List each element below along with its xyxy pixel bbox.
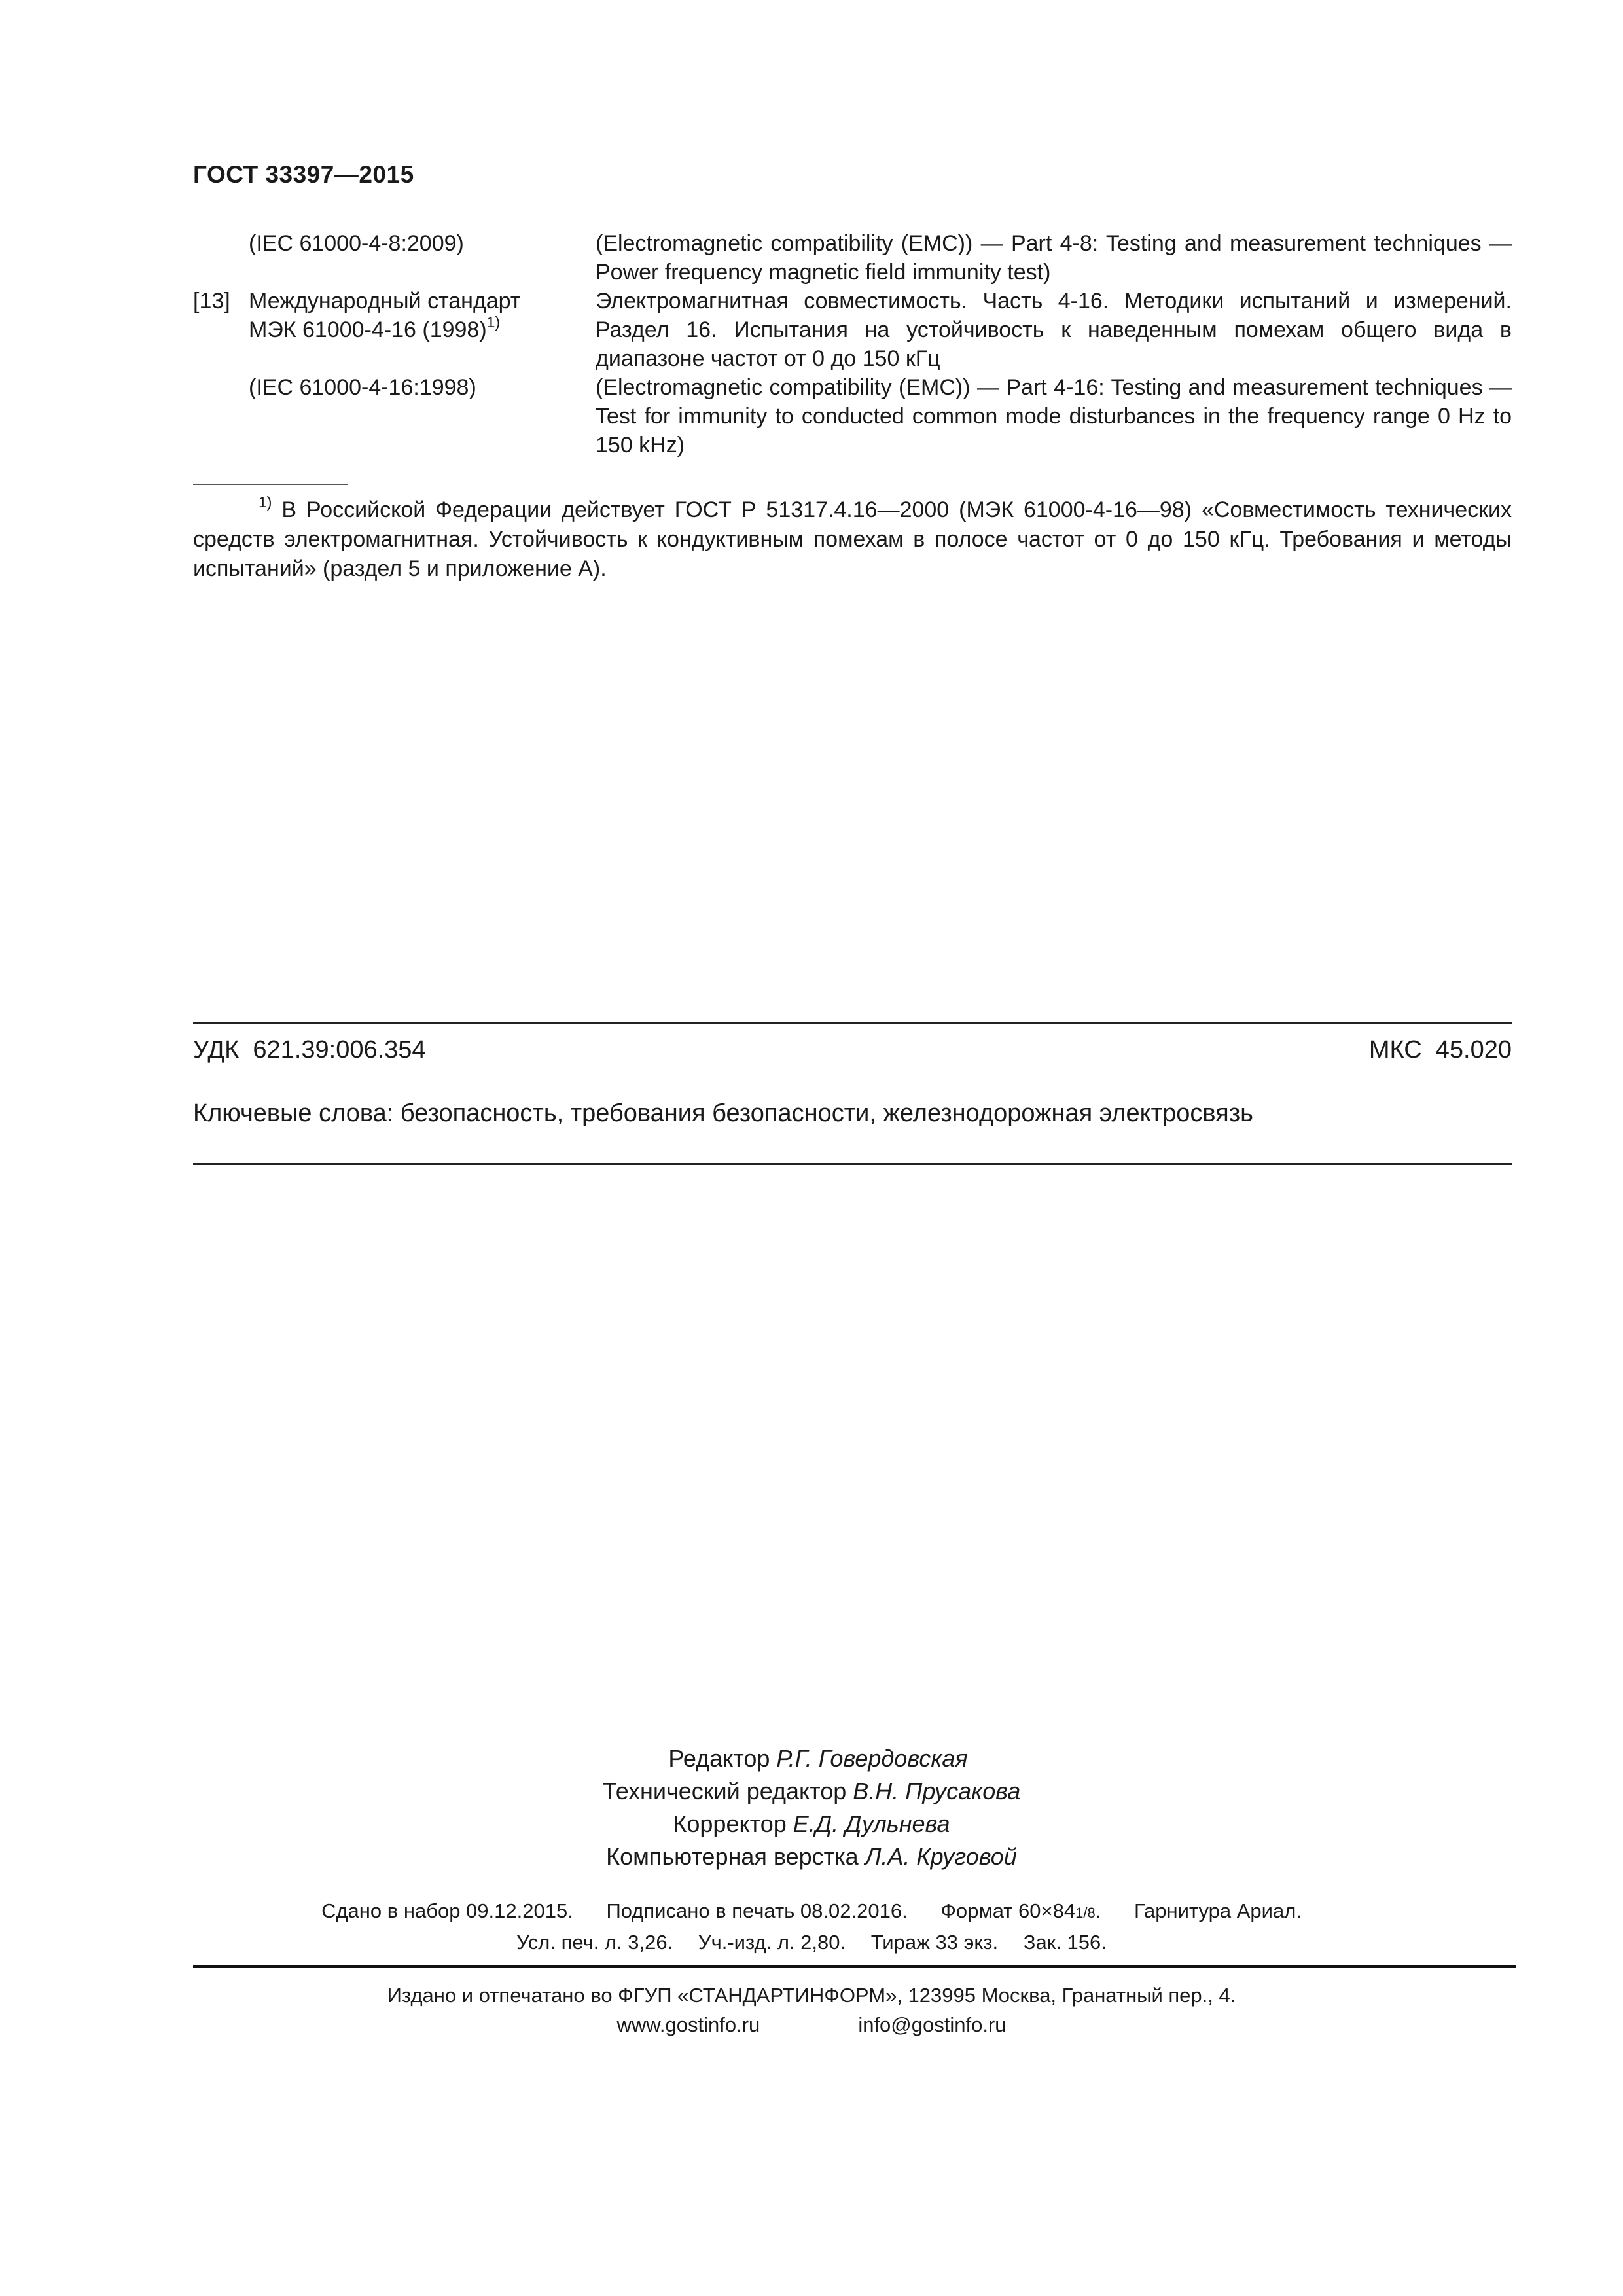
- credit-role: Редактор: [668, 1745, 777, 1772]
- bibliography-entry: [193, 373, 1512, 459]
- entry-title: (Electromagnetic compatibility (EMC)) — Part 4-8: Testing and measurement techniques — Power frequency magnetic field immunity test): [596, 231, 1512, 285]
- credit-role: Корректор: [673, 1810, 793, 1837]
- credit-line: [0, 1742, 1623, 1775]
- entry-number: [193, 229, 249, 287]
- website-link[interactable]: www.gostinfo.ru: [616, 2013, 760, 2036]
- credit-name: Р.Г. Говердовская: [776, 1745, 968, 1772]
- entry-number: [193, 373, 249, 459]
- bibliography-entry: [193, 229, 1512, 287]
- publisher-line: Издано и отпечатано во ФГУП «СТАНДАРТИНФОРМ», 123995 Москва, Гранатный пер., 4.: [387, 1984, 1236, 2007]
- order-number: Зак. 156.: [1023, 1931, 1107, 1954]
- entry-designation: [249, 287, 596, 373]
- document-number: ГОСТ 33397—2015: [193, 161, 414, 188]
- submitted-date: Сдано в набор 09.12.2015.: [321, 1899, 573, 1922]
- entry-number: [13]: [193, 289, 230, 314]
- print-info-line-1: [0, 1896, 1623, 1928]
- publisher-block: [0, 1981, 1623, 2039]
- divider-top: [193, 1022, 1512, 1024]
- format-fraction: 1/8: [1075, 1905, 1096, 1921]
- footnote-text: В Российской Федерации действует ГОСТ Р 51317.4.16—2000 (МЭК 61000-4-16—98) «Совместимость технических средств электромагнитная. Устойчивость к кондуктивным помехам в полосе частот от 0 до 150 кГц. Требования и методы испытаний» (раздел 5 и приложение А).: [193, 497, 1512, 581]
- bibliography-entry: [193, 287, 1512, 373]
- footnote: [193, 495, 1512, 584]
- footnote-separator: [193, 484, 348, 485]
- keywords: Ключевые слова: безопасность, требования безопасности, железнодорожная электросвязь: [193, 1100, 1253, 1127]
- credit-line: [0, 1775, 1623, 1808]
- format: [940, 1899, 1101, 1922]
- mks-code: МКС 45.020: [1368, 1036, 1512, 1064]
- divider-publisher: [193, 1965, 1516, 1968]
- credit-name: Е.Д. Дульнева: [793, 1810, 950, 1837]
- entry-designation-line: (IEC 61000-4-8:2009): [249, 231, 464, 256]
- print-info-line-2: [0, 1928, 1623, 1957]
- bibliography-list: [193, 229, 1512, 459]
- divider-bottom: [193, 1163, 1512, 1165]
- footnote-reference: 1): [486, 314, 501, 331]
- email-link[interactable]: info@gostinfo.ru: [858, 2013, 1007, 2036]
- print-sheets: Усл. печ. л. 3,26.: [516, 1931, 673, 1954]
- credit-role: Технический редактор: [602, 1778, 853, 1804]
- publication-sheets: Уч.-изд. л. 2,80.: [698, 1931, 846, 1954]
- footnote-marker: 1): [259, 493, 272, 511]
- credits-block: [0, 1742, 1623, 1873]
- credit-name: Л.А. Круговой: [865, 1843, 1017, 1870]
- entry-title: Электромагнитная совместимость. Часть 4-16. Методики испытаний и измерений. Раздел 16. Испытания на устойчивость к наведенным помехам общего вида в диапазоне частот от 0 до 150 кГц: [596, 289, 1512, 371]
- udk-code: УДК 621.39:006.354: [193, 1036, 426, 1064]
- signed-date: Подписано в печать 08.02.2016.: [606, 1899, 908, 1922]
- entry-designation-line: (IEC 61000-4-16:1998): [249, 375, 476, 400]
- credit-role: Компьютерная верстка: [606, 1843, 865, 1870]
- print-info: [0, 1896, 1623, 1957]
- format-value: Формат 60×84: [940, 1899, 1076, 1922]
- entry-designation-line: МЭК 61000-4-16 (1998): [249, 317, 487, 342]
- entry-designation: [249, 373, 596, 459]
- credit-line: [0, 1808, 1623, 1840]
- publisher-contacts: [0, 2010, 1623, 2039]
- entry-designation-line: Международный стандарт: [249, 289, 521, 314]
- entry-title: (Electromagnetic compatibility (EMC)) — Part 4-16: Testing and measurement techniques — Test for immunity to conducted common mode disturbances in the frequency range 0 Hz to 150 kHz): [596, 375, 1512, 457]
- credit-name: В.Н. Прусакова: [853, 1778, 1021, 1804]
- format-suffix: .: [1095, 1899, 1101, 1922]
- entry-designation: [249, 229, 596, 287]
- credit-line: [0, 1840, 1623, 1873]
- circulation: Тираж 33 экз.: [870, 1931, 999, 1954]
- typeface: Гарнитура Ариал.: [1133, 1899, 1302, 1922]
